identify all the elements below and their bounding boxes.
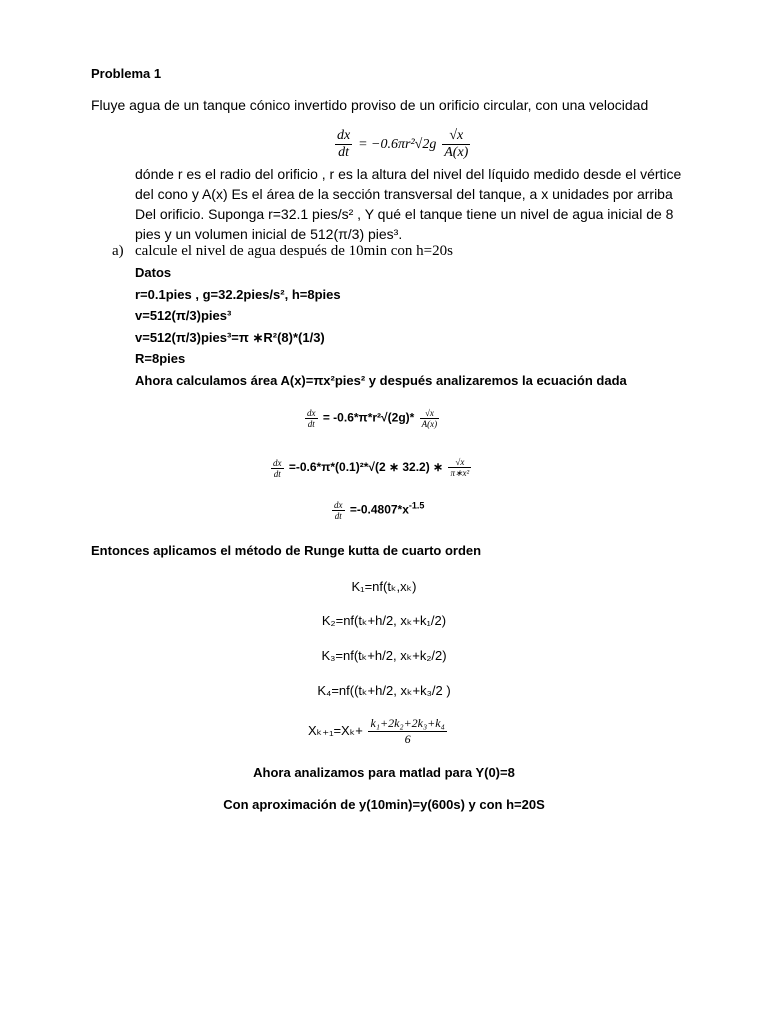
datos-line-4: R=8pies	[135, 351, 186, 366]
equation-2: $\frac{dx}{dt}$ =-0.6*π*(0.1)²*√(2 ∗ 32.2) ∗ $\frac{√x}{\text{π∗x²}}$	[273, 457, 470, 479]
datos-heading: Datos	[135, 265, 172, 280]
datos-line-2: v=512(π/3)pies³	[135, 308, 232, 323]
main-equation	[333, 128, 472, 161]
datos-line-5: Ahora calculamos área A(x)=πx²pies² y después analizaremos la ecuación dada	[135, 373, 627, 388]
rk-k2: K₂=nf(tₖ+h/2, xₖ+k₁/2)	[321, 613, 447, 628]
intro-text: Fluye agua de un tanque cónico invertido proviso de un orificio circular, con una velocidad	[91, 97, 649, 113]
equation-1: $\frac{dx}{dt}$ = -0.6*π*r²√(2g)* $\frac{√x}{A(x)}$	[307, 408, 438, 429]
datos-line-3: v=512(π/3)pies³=π ∗R²(8)*(1/3)	[135, 330, 325, 345]
matlab-line: Ahora analizamos para matlad para Y(0)=8	[253, 765, 515, 780]
rk-intro: Entonces aplicamos el método de Runge kutta de cuarto orden	[91, 543, 482, 558]
desc-line-1: dónde r es el radio del orificio , r es la altura del nivel del líquido medido desde el vértice	[135, 166, 682, 182]
rk-k3: K₃=nf(tₖ+h/2, xₖ+k₂/2)	[321, 648, 447, 663]
main-eq-rhs: $\frac{√x}{A(x)}$	[444, 128, 469, 160]
approx-line: Con aproximación de y(10min)=y(600s) y con h=20S	[223, 797, 545, 812]
main-eq-middle: = −0.6πr²√2g	[358, 137, 437, 153]
datos-line-1: r=0.1pies , g=32.2pies/s², h=8pies	[135, 287, 341, 302]
equation-3: $\frac{dx}{dt}$ $=-0.4807*x^{-1.5}$	[334, 500, 425, 521]
rk-update-formula: Xₖ₊₁=Xₖ+ $\frac{\text{k₁+2k₂+2k₃+k₄}}{6}$	[308, 716, 445, 746]
desc-line-2: del cono y A(x) Es el área de la sección transversal del tanque, a x unidades por arriba	[135, 186, 673, 202]
desc-line-4: pies y un volumen inicial de 512(π/3) pies³.	[135, 226, 403, 242]
rk-k1: K₁=nf(tₖ,xₖ)	[351, 579, 417, 594]
problem-title: Problema 1	[91, 66, 162, 81]
item-a-text: calcule el nivel de agua después de 10min con h=20s	[135, 243, 453, 259]
desc-line-3: Del orificio. Suponga r=32.1 pies/s² , Y qué el tanque tiene un nivel de agua inicial de 8	[135, 206, 674, 222]
item-a-marker: a)	[112, 243, 124, 259]
rk-k4: K₄=nf((tₖ+h/2, xₖ+k₃/2 )	[317, 683, 451, 698]
main-eq-lhs: $\frac{dx}{dt}$	[337, 128, 351, 160]
